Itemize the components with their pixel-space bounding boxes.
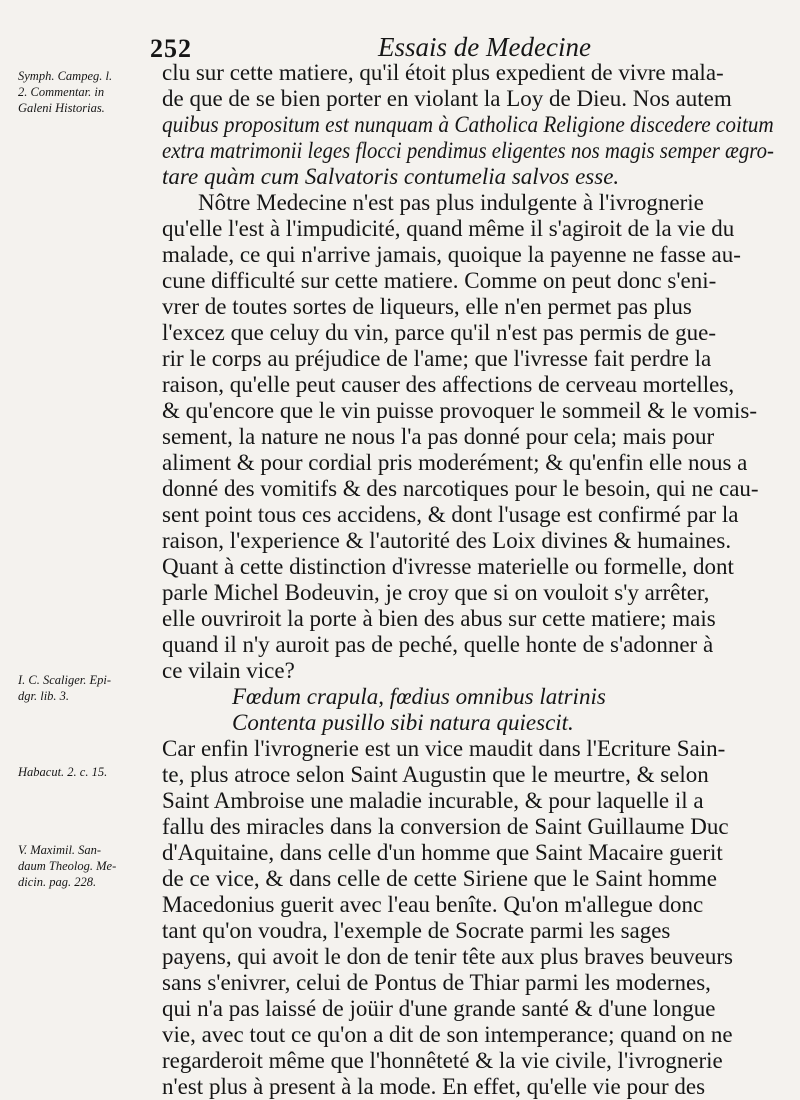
margin-note xyxy=(18,68,160,116)
margin-note-line: dicin. pag. 228. xyxy=(18,875,97,889)
text-line: malade, ce qui n'arrive jamais, quoique la payenne ne fasse au- xyxy=(162,242,741,267)
latin-quote-line: tare quàm cum Salvatoris contumelia salvos esse. xyxy=(162,164,620,189)
text-line: ce vilain vice? xyxy=(162,658,295,683)
text-line: te, plus atroce selon Saint Augustin que le meurtre, & selon xyxy=(162,762,709,787)
paragraph-first-line: Nôtre Medecine n'est pas plus indulgente à l'ivrognerie xyxy=(198,190,704,215)
text-line: de ce vice, & dans celle de cette Siriene que le Saint homme xyxy=(162,866,717,891)
text-line: qu'elle l'est à l'impudicité, quand même il s'agiroit de la vie du xyxy=(162,216,735,241)
margin-note-line: 2. Commentar. in xyxy=(18,85,105,99)
text-line: regarderoit même que l'honnêteté & la vie civile, l'ivrognerie xyxy=(162,1048,723,1073)
latin-quote-line: extra matrimonii leges flocci pendimus eligentes nos magis semper ægro- xyxy=(162,138,774,163)
margin-note xyxy=(18,842,160,890)
text-line: payens, qui avoit le don de tenir tête aux plus braves beuveurs xyxy=(162,944,734,969)
text-line: Car enfin l'ivrognerie est un vice maudit dans l'Ecriture Sain- xyxy=(162,736,726,761)
running-title: Essais de Medecine xyxy=(378,32,591,62)
margin-note-line: Galeni Historias. xyxy=(18,101,105,115)
text-line: parle Michel Bodeuvin, je croy que si on vouloit s'y arrêter, xyxy=(162,580,710,605)
margin-note-line: Habacut. 2. c. 15. xyxy=(18,765,108,779)
margin-note-line: V. Maximil. San- xyxy=(18,843,102,857)
text-line: elle ouvriroit la porte à bien des abus sur cette matiere; mais xyxy=(162,606,716,631)
margin-note xyxy=(18,672,160,704)
text-line: aliment & pour cordial pris moderément; & qu'enfin elle nous a xyxy=(162,450,748,475)
verse-line: Fœdum crapula, fœdius omnibus latrinis xyxy=(232,684,606,709)
text-line: raison, qu'elle peut causer des affections de cerveau mortelles, xyxy=(162,372,735,397)
text-line: tant qu'on voudra, l'exemple de Socrate parmi les sages xyxy=(162,918,671,943)
text-line: sement, la nature ne nous l'a pas donné pour cela; mais pour xyxy=(162,424,715,449)
margin-note-line: dgr. lib. 3. xyxy=(18,689,70,703)
page-header xyxy=(0,22,800,62)
text-line: donné des vomitifs & des narcotiques pour le besoin, qui ne cau- xyxy=(162,476,759,501)
text-line: de que de se bien porter en violant la Loy de Dieu. Nos autem xyxy=(162,86,732,111)
text-line: n'est plus à present à la mode. En effet, qu'elle vie pour des xyxy=(162,1074,706,1099)
margin-note-line: Symph. Campeg. l. xyxy=(18,69,113,83)
text-line: & qu'encore que le vin puisse provoquer le sommeil & le vomis- xyxy=(162,398,757,423)
text-line: vie, avec tout ce qu'on a dit de son intemperance; quand on ne xyxy=(162,1022,733,1047)
text-line: qui n'a pas laissé de joüir d'une grande santé & d'une longue xyxy=(162,996,716,1021)
text-line: Saint Ambroise une maladie incurable, & pour laquelle il a xyxy=(162,788,704,813)
text-line: sans s'enivrer, celui de Pontus de Thiar parmi les modernes, xyxy=(162,970,711,995)
text-line: quand il n'y auroit pas de peché, quelle honte de s'adonner à xyxy=(162,632,714,657)
verse-line: Contenta pusillo sibi natura quiescit. xyxy=(232,710,574,735)
text-line: d'Aquitaine, dans celle d'un homme que Saint Macaire guerit xyxy=(162,840,723,865)
latin-quote-line: quibus propositum est nunquam à Catholica Religione discedere coitum xyxy=(162,112,774,137)
text-line: l'excez que celuy du vin, parce qu'il n'est pas permis de gue- xyxy=(162,320,717,345)
text-line: cune difficulté sur cette matiere. Comme on peut donc s'eni- xyxy=(162,268,717,293)
margin-note xyxy=(18,764,160,780)
margin-note-line: daum Theolog. Me- xyxy=(18,859,117,873)
page-number: 252 xyxy=(150,34,192,63)
text-line: clu sur cette matiere, qu'il étoit plus expedient de vivre mala- xyxy=(162,60,724,85)
text-line: rir le corps au préjudice de l'ame; que l'ivresse fait perdre la xyxy=(162,346,712,371)
text-line: sent point tous ces accidens, & dont l'usage est confirmé par la xyxy=(162,502,739,527)
text-line: Macedonius guerit avec l'eau benîte. Qu'on m'allegue donc xyxy=(162,892,704,917)
text-line: fallu des miracles dans la conversion de Saint Guillaume Duc xyxy=(162,814,729,839)
margin-note-line: I. C. Scaliger. Epi- xyxy=(18,673,112,687)
text-line: raison, l'experience & l'autorité des Loix divines & humaines. xyxy=(162,528,732,553)
text-line: Quant à cette distinction d'ivresse materielle ou formelle, dont xyxy=(162,554,734,579)
text-line: vrer de toutes sortes de liqueurs, elle n'en permet pas plus xyxy=(162,294,692,319)
